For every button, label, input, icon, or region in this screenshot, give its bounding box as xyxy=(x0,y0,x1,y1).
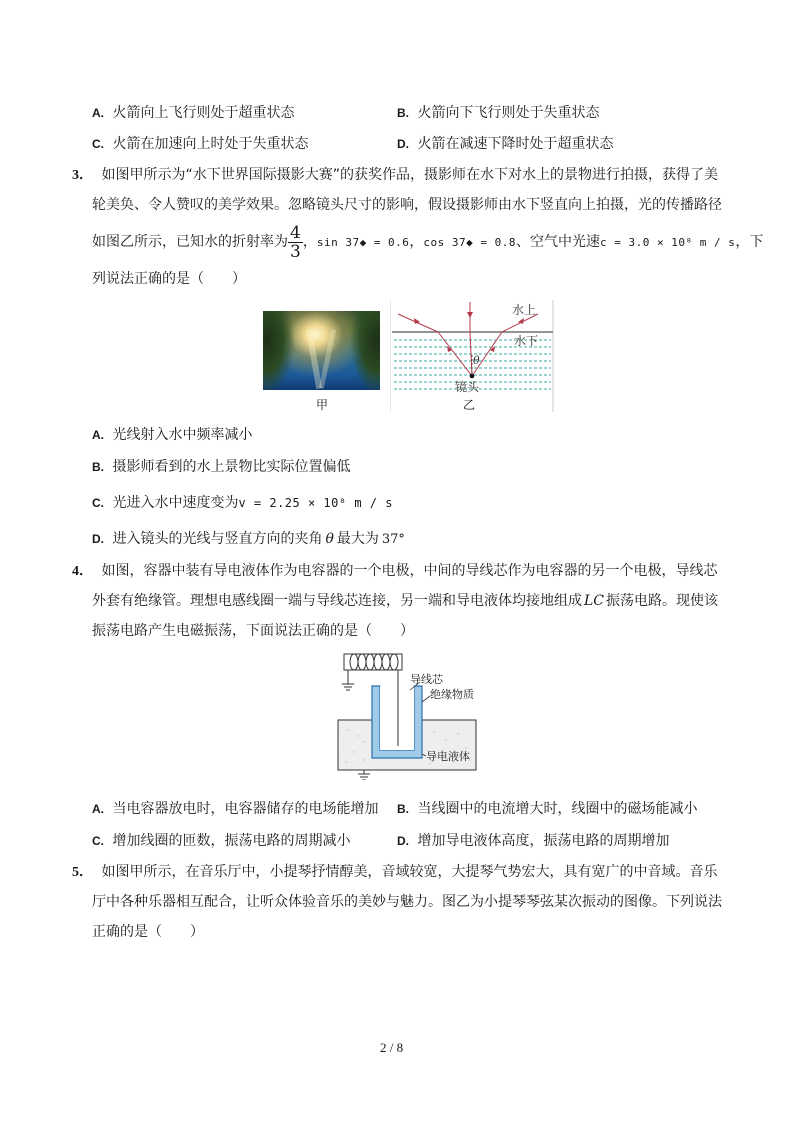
fraction-numerator: 4 xyxy=(290,222,301,243)
photo-foliage-left xyxy=(263,311,295,390)
option-label: C. xyxy=(92,137,104,151)
underwater-photo xyxy=(263,311,380,390)
theta-symbol: θ xyxy=(325,531,334,547)
stem-text: 如图乙所示，已知水的折射率为 xyxy=(92,234,288,250)
page-number: 2 / 8 xyxy=(380,1040,404,1055)
separator: ， xyxy=(409,234,424,250)
option-label: A. xyxy=(92,428,104,442)
option-label: D. xyxy=(397,834,409,848)
stem-text: ，下 xyxy=(735,234,764,250)
option-label: D. xyxy=(92,532,104,546)
q4-option-c xyxy=(92,830,350,850)
option-label: B. xyxy=(92,460,104,474)
option-label: B. xyxy=(397,802,409,816)
option-label: C. xyxy=(92,496,104,510)
lens-point xyxy=(470,374,475,379)
light-speed-value: c = 3.0 × 10⁸ m / s xyxy=(600,236,736,249)
stem-text: 、空气中光速 xyxy=(516,234,601,250)
ground-symbol-bottom xyxy=(358,774,370,780)
velocity-value: v = 2.25 × 10⁸ m / s xyxy=(238,496,393,510)
label-core: 导线芯 xyxy=(410,673,443,686)
option-text: 增加线圈的匝数，振荡电路的周期减小 xyxy=(112,833,351,849)
stem-text: 如图，容器中装有导电液体作为电容器的一个电极，中间的导线芯作为电容器的另一个电极，导线芯 xyxy=(101,563,718,579)
lc-symbol: LC xyxy=(584,593,605,609)
option-text: 光进入水中速度变为 xyxy=(112,495,239,511)
pointer-insulator xyxy=(422,696,430,702)
q2-option-b xyxy=(397,102,599,122)
option-text: 火箭向上飞行则处于超重状态 xyxy=(112,105,295,121)
photo-foliage-right xyxy=(350,311,380,390)
q3-stem-line1 xyxy=(72,164,718,184)
option-label: A. xyxy=(92,106,104,120)
option-text: 当线圈中的电流增大时，线圈中的磁场能减小 xyxy=(417,801,698,817)
figure-caption-jia: 甲 xyxy=(316,398,329,412)
separator: ， xyxy=(302,234,317,250)
stem-text: 振荡电路。现使该 xyxy=(606,593,719,609)
q5-stem-line3: 正确的是（ ） xyxy=(92,924,204,940)
ground-symbol-top xyxy=(342,684,354,690)
cos-value: cos 37◆ = 0.8 xyxy=(423,236,517,249)
q3-stem-line3 xyxy=(92,222,763,263)
photo-light-ray xyxy=(319,329,336,389)
q5-stem-line1 xyxy=(72,861,717,881)
option-text: 火箭向下飞行则处于失重状态 xyxy=(417,105,600,121)
q4-stem-line3: 振荡电路产生电磁振荡，下面说法正确的是（ ） xyxy=(92,623,414,639)
label-water-below: 水下 xyxy=(514,334,539,348)
q3-option-b xyxy=(92,456,350,476)
stem-text: 外套有绝缘管。理想电感线圈一端与导线芯连接，另一端和导电液体均接地组成 xyxy=(92,593,582,609)
q2-option-c xyxy=(92,133,308,153)
figure-caption-yi: 乙 xyxy=(463,398,476,412)
q3-option-c xyxy=(92,492,393,512)
question-number: 3． xyxy=(72,168,93,183)
label-theta: θ xyxy=(473,354,480,367)
q3-option-d xyxy=(92,528,405,548)
fraction-denominator: 3 xyxy=(290,241,301,262)
option-label: B. xyxy=(397,106,409,120)
sin-value: sin 37◆ = 0.6 xyxy=(316,236,410,249)
option-text: 光线射入水中频率减小 xyxy=(112,427,253,443)
option-label: A. xyxy=(92,802,104,816)
label-liquid: 导电液体 xyxy=(426,750,470,763)
option-text: 增加导电液体高度，振荡电路的周期增加 xyxy=(417,833,670,849)
angle-value: 37° xyxy=(381,532,405,547)
option-text: 火箭在减速下降时处于超重状态 xyxy=(417,136,614,152)
option-text: 进入镜头的光线与竖直方向的夹角 xyxy=(112,531,323,547)
q4-stem-line2 xyxy=(92,590,718,610)
label-insulator: 绝缘物质 xyxy=(430,688,474,701)
label-water-above: 水上 xyxy=(512,303,537,317)
option-text: 火箭在加速向上时处于失重状态 xyxy=(112,136,309,152)
q2-option-d xyxy=(397,133,613,153)
q3-stem-line2: 轮美奂、令人赞叹的美学效果。忽略镜头尺寸的影响，假设摄影师由水下竖直向上拍摄，光的传播路径 xyxy=(92,197,722,213)
stem-text: 如图甲所示，在音乐厅中，小提琴抒情醇美，音域较宽，大提琴气势宏大，具有宽广的中音域。音乐 xyxy=(101,864,718,880)
label-lens: 镜头 xyxy=(455,380,480,394)
q4-option-a xyxy=(92,798,378,818)
q4-option-b xyxy=(397,798,697,818)
q4-option-d xyxy=(397,830,669,850)
q3-option-a xyxy=(92,424,252,444)
q5-stem-line2: 厅中各种乐器相互配合，让听众体验音乐的美妙与魅力。图乙为小提琴琴弦某次振动的图像。下列说法 xyxy=(92,894,722,910)
core-interior xyxy=(380,686,414,750)
option-text: 当电容器放电时，电容器储存的电场能增加 xyxy=(112,801,379,817)
question-number: 5． xyxy=(72,865,93,880)
option-text: 摄影师看到的水上景物比实际位置偏低 xyxy=(112,459,351,475)
stem-text: 如图甲所示为“水下世界国际摄影大赛”的获奖作品，摄影师在水下对水上的景物进行拍摄，获得了美 xyxy=(101,167,718,183)
q3-stem-line4: 列说法正确的是（ ） xyxy=(92,271,246,287)
capacitor-diagram xyxy=(334,650,480,780)
option-text: 最大为 xyxy=(336,531,379,547)
refractive-index-fraction xyxy=(288,224,303,261)
option-label: D. xyxy=(397,137,409,151)
question-number: 4． xyxy=(72,564,93,579)
option-label: C. xyxy=(92,834,104,848)
q2-option-a xyxy=(92,102,294,122)
q4-stem-line1 xyxy=(72,560,717,580)
